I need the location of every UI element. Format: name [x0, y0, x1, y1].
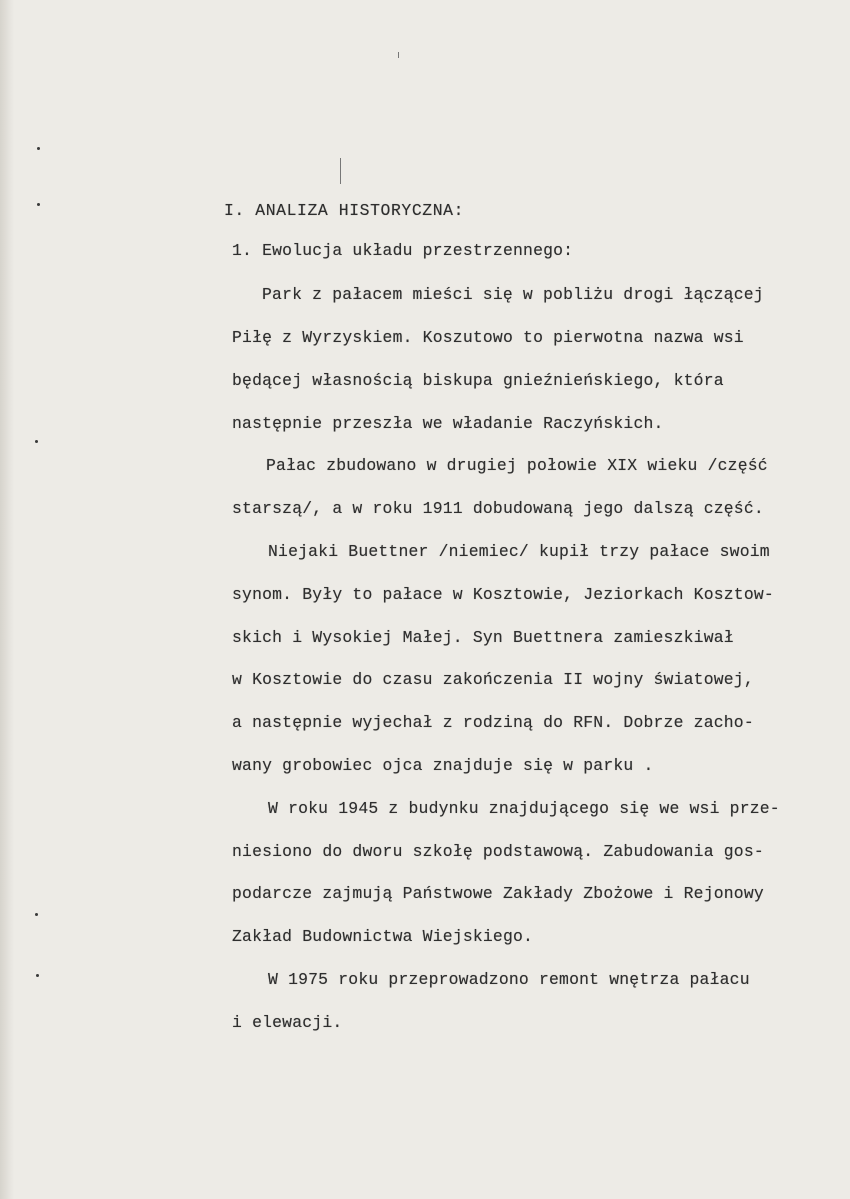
text-line: synom. Były to pałace w Kosztowie, Jeziorkach Kosztow-	[232, 585, 774, 604]
margin-speck	[37, 203, 40, 206]
text-line: będącej własnością biskupa gnieźnieńskiego, która	[232, 371, 724, 390]
margin-speck	[35, 440, 38, 443]
text-line: Piłę z Wyrzyskiem. Koszutowo to pierwotna nazwa wsi	[232, 328, 744, 347]
text-line: W 1975 roku przeprowadzono remont wnętrza pałacu	[268, 970, 750, 989]
margin-mark	[398, 52, 399, 58]
text-line: skich i Wysokiej Małej. Syn Buettnera zamieszkiwał	[232, 628, 734, 647]
page-shadow-edge	[0, 0, 14, 1199]
margin-speck	[35, 913, 38, 916]
text-line: niesiono do dworu szkołę podstawową. Zabudowania gos-	[232, 842, 764, 861]
text-line: Zakład Budownictwa Wiejskiego.	[232, 927, 534, 946]
text-line: a następnie wyjechał z rodziną do RFN. Dobrze zacho-	[232, 713, 754, 732]
text-line: Pałac zbudowano w drugiej połowie XIX wieku /część	[266, 456, 768, 475]
text-line: podarcze zajmują Państwowe Zakłady Zbożowe i Rejonowy	[232, 884, 764, 903]
text-line: wany grobowiec ojca znajduje się w parku .	[232, 756, 654, 775]
text-line: następnie przeszła we władanie Raczyńskich.	[232, 414, 664, 433]
text-line: w Kosztowie do czasu zakończenia II wojny światowej,	[232, 670, 754, 689]
text-line: Park z pałacem mieści się w pobliżu drogi łączącej	[262, 285, 764, 304]
text-line: starszą/, a w roku 1911 dobudowaną jego dalszą część.	[232, 499, 764, 518]
section-heading: I. ANALIZA HISTORYCZNA:	[224, 201, 465, 220]
margin-speck	[36, 974, 39, 977]
text-line: i elewacji.	[232, 1013, 343, 1032]
margin-speck	[37, 147, 40, 150]
subsection-heading: 1. Ewolucja układu przestrzennego:	[232, 241, 574, 260]
margin-mark	[340, 158, 341, 184]
text-line: Niejaki Buettner /niemiec/ kupił trzy pałace swoim	[268, 542, 770, 561]
text-line: W roku 1945 z budynku znajdującego się we wsi prze-	[268, 799, 780, 818]
